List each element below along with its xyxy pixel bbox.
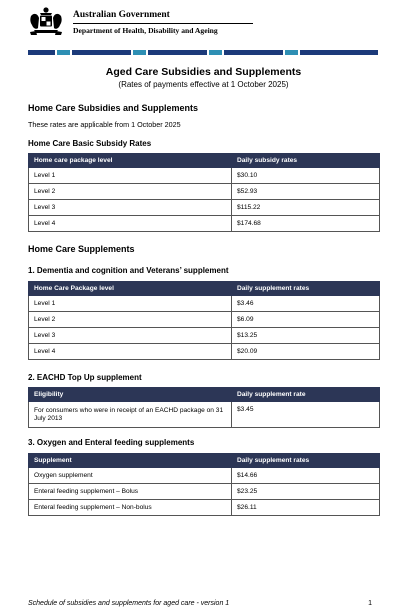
column-header: Daily subsidy rates <box>232 154 380 168</box>
level-cell: Level 3 <box>29 200 232 216</box>
table-row <box>29 168 380 184</box>
table-row <box>29 468 380 484</box>
rate-cell: $52.93 <box>232 184 380 200</box>
table-row <box>29 296 380 312</box>
level-cell: Level 1 <box>29 168 232 184</box>
supplement-cell: Oxygen supplement <box>29 468 232 484</box>
rate-cell: $14.66 <box>232 468 380 484</box>
eachd-table <box>28 387 380 428</box>
eachd-heading: 2. EACHD Top Up supplement <box>28 373 142 382</box>
level-cell: Level 2 <box>29 184 232 200</box>
column-header: Daily supplement rate <box>232 388 380 402</box>
home-care-heading: Home Care Subsidies and Supplements <box>28 103 199 113</box>
supplements-heading: Home Care Supplements <box>28 244 135 254</box>
column-header: Daily supplement rates <box>232 454 380 468</box>
table-row <box>29 216 380 232</box>
department-name: Department of Health, Disability and Ageing <box>73 26 218 35</box>
stripe-segment <box>285 50 298 55</box>
table-row <box>29 402 380 428</box>
stripe-segment <box>72 50 131 55</box>
basic-subsidy-table <box>28 153 380 232</box>
table-row <box>29 500 380 516</box>
stripe-segment <box>148 50 207 55</box>
table-row <box>29 200 380 216</box>
header-divider <box>73 23 253 24</box>
level-cell: Level 4 <box>29 216 232 232</box>
government-header <box>28 6 380 38</box>
table-row <box>29 184 380 200</box>
table-row <box>29 344 380 360</box>
page-subtitle: (Rates of payments effective at 1 October 2025) <box>118 80 289 89</box>
table-header-row <box>29 388 380 402</box>
rate-cell: $3.45 <box>232 402 380 428</box>
rate-cell: $13.25 <box>232 328 380 344</box>
rate-cell: $26.11 <box>232 500 380 516</box>
eligibility-cell: For consumers who were in receipt of an EACHD package on 31 July 2013 <box>29 402 232 428</box>
stripe-segment <box>300 50 378 55</box>
rate-cell: $23.25 <box>232 484 380 500</box>
rate-cell: $115.22 <box>232 200 380 216</box>
oxygen-heading: 3. Oxygen and Enteral feeding supplements <box>28 438 195 447</box>
stripe-segment <box>224 50 283 55</box>
stripe-segment <box>209 50 222 55</box>
table-header-row <box>29 454 380 468</box>
coat-of-arms-icon <box>28 6 64 36</box>
stripe-segment <box>57 50 70 55</box>
rate-cell: $174.68 <box>232 216 380 232</box>
level-cell: Level 1 <box>29 296 232 312</box>
table-header-row <box>29 154 380 168</box>
footer-text: Schedule of subsidies and supplements for aged care - version 1 <box>28 600 230 607</box>
stripe-segment <box>28 50 55 55</box>
dementia-heading: 1. Dementia and cognition and Veterans’ supplement <box>28 266 229 275</box>
dementia-table <box>28 281 380 360</box>
basic-subsidy-heading: Home Care Basic Subsidy Rates <box>28 139 152 148</box>
table-row <box>29 312 380 328</box>
oxygen-table <box>28 453 380 516</box>
government-name: Australian Government <box>73 10 170 20</box>
level-cell: Level 4 <box>29 344 232 360</box>
supplement-cell: Enteral feeding supplement – Non-bolus <box>29 500 232 516</box>
page-title: Aged Care Subsidies and Supplements <box>105 66 302 78</box>
rate-cell: $3.46 <box>232 296 380 312</box>
table-row <box>29 328 380 344</box>
stripe-segment <box>133 50 146 55</box>
supplement-cell: Enteral feeding supplement – Bolus <box>29 484 232 500</box>
table-header-row <box>29 282 380 296</box>
column-header: Home care package level <box>29 154 232 168</box>
rate-cell: $30.10 <box>232 168 380 184</box>
column-header: Eligibility <box>29 388 232 402</box>
rate-cell: $20.09 <box>232 344 380 360</box>
effective-date-note: These rates are applicable from 1 October 2025 <box>28 120 181 129</box>
column-header: Home Care Package level <box>29 282 232 296</box>
level-cell: Level 2 <box>29 312 232 328</box>
level-cell: Level 3 <box>29 328 232 344</box>
column-header: Daily supplement rates <box>232 282 380 296</box>
table-row <box>29 484 380 500</box>
column-header: Supplement <box>29 454 232 468</box>
header-stripe <box>28 50 380 55</box>
rate-cell: $6.09 <box>232 312 380 328</box>
page-number: 1 <box>368 600 372 607</box>
